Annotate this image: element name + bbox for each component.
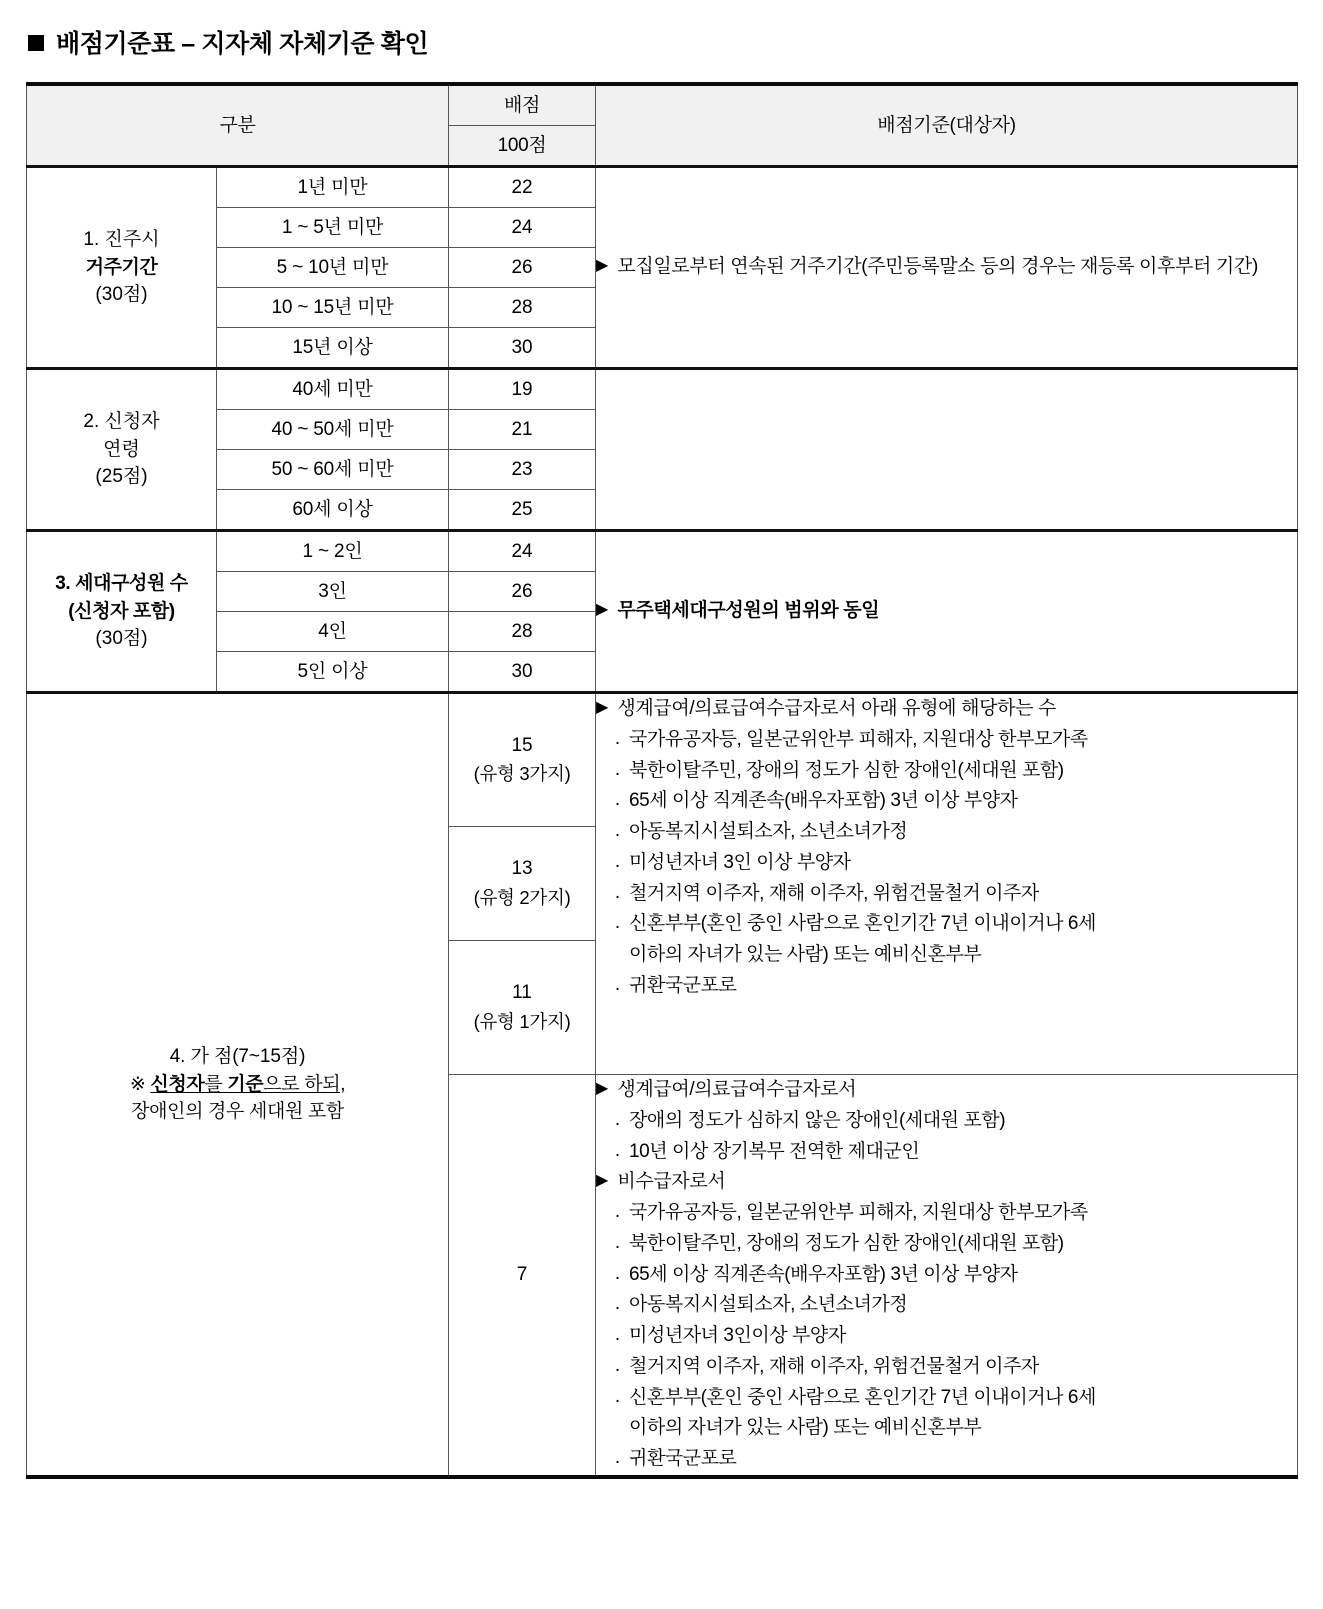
criteria-line [596,252,1297,283]
criteria-item-line-2: 이하의 자녀가 있는 사람) 또는 예비신혼부부 [629,944,982,966]
criteria-item [596,1290,1297,1321]
item-score: 19 [449,369,596,410]
dot-bullet-icon: . [614,973,621,995]
item-score: 24 [449,531,596,572]
group-line-1: 1. 진주시 [83,229,160,251]
criteria-item [596,1260,1297,1291]
bonus-score-value: 7 [516,1264,528,1286]
dot-bullet-icon: . [614,1262,621,1284]
group-line-1: 2. 신청자 [83,411,160,433]
criteria-item-text: 북한이탈주민, 장애의 정도가 심한 장애인(세대원 포함) [629,759,1064,781]
dot-bullet-icon: . [614,1447,621,1469]
dot-bullet-icon: . [614,820,621,842]
dot-bullet-icon: . [614,727,621,749]
dot-bullet-icon: . [614,1201,621,1223]
criteria-item [596,1106,1297,1137]
criteria-item-text: 65세 이상 직계존속(배우자포함) 3년 이상 부양자 [629,790,1018,812]
bonus-note-prefix: ※ [129,1073,151,1095]
dot-bullet-icon: . [614,1324,621,1346]
group-line-1: 3. 세대구성원 수 [55,573,188,595]
item-label: 10 ~ 15년 미만 [217,288,449,328]
dot-bullet-icon: . [614,1139,621,1161]
criteria-heading-text: 비수급자로서 [617,1171,726,1193]
item-score: 26 [449,572,596,612]
bonus-score-subtext: (유형 2가지) [473,886,571,908]
item-score: 24 [449,208,596,248]
criteria-item-text: 10년 이상 장기복무 전역한 제대군인 [629,1140,920,1162]
bonus-score-subtext: (유형 1가지) [473,1010,571,1032]
criteria-item [596,971,1297,1002]
bonus-note-mid: 를 [204,1073,228,1095]
header-criteria: 배점기준(대상자) [596,84,1298,167]
criteria-item [596,879,1297,910]
bonus-group-line-3: 장애인의 경우 세대원 포함 [131,1101,344,1123]
criteria-heading [596,694,1297,725]
item-score: 21 [449,410,596,450]
item-label: 1 ~ 5년 미만 [217,208,449,248]
dot-bullet-icon: . [614,789,621,811]
criteria-item-text: 철거지역 이주자, 재해 이주자, 위험건물철거 이주자 [629,1355,1039,1377]
bonus-score-value: 15 [511,734,533,756]
group-cell-residence [27,167,217,369]
group-cell-household [27,531,217,693]
group-line-2: 거주기간 [85,256,158,278]
criteria-item-text: 북한이탈주민, 장애의 정도가 심한 장애인(세대원 포함) [629,1232,1064,1254]
criteria-item-text: 미성년자녀 3인 이상 부양자 [629,851,851,873]
bonus-score-subtext: (유형 3가지) [473,763,571,785]
bonus-score-13 [449,827,596,941]
criteria-cell-residence [596,167,1298,369]
item-score: 26 [449,248,596,288]
criteria-item [596,1321,1297,1352]
bonus-note-suffix: 으로 하되, [263,1073,346,1095]
criteria-item-text: 귀환국군포로 [629,1448,737,1470]
criteria-item [596,1383,1297,1445]
criteria-heading-text: 생계급여/의료급여수급자로서 아래 유형에 해당하는 수 [617,698,1057,719]
criteria-cell-bonus-lower [596,1075,1298,1477]
criteria-item-text: 국가유공자등, 일본군위안부 피해자, 지원대상 한부모가족 [629,1202,1088,1224]
criteria-cell-household [596,531,1298,693]
criteria-item-text: 장애의 정도가 심하지 않은 장애인(세대원 포함) [629,1109,1006,1131]
criteria-item [596,725,1297,756]
group-cell-age [27,369,217,531]
item-label: 5인 이상 [217,652,449,693]
criteria-text: 무주택세대구성원의 범위와 동일 [617,600,880,622]
criteria-item-text: 아동복지시설퇴소자, 소년소녀가정 [629,821,908,843]
triangle-bullet-icon: ▶ [596,1172,609,1190]
bonus-group-line-1: 4. 가 점(7~15점) [169,1046,306,1068]
criteria-item-text [629,1383,1096,1445]
criteria-item [596,817,1297,848]
bonus-score-value: 13 [511,858,533,880]
item-label: 5 ~ 10년 미만 [217,248,449,288]
table-row [27,369,1298,410]
criteria-text: 모집일로부터 연속된 거주기간(주민등록말소 등의 경우는 재등록 이후부터 기간) [617,256,1258,278]
item-label: 4인 [217,612,449,652]
table-row [27,167,1298,208]
dot-bullet-icon: . [614,758,621,780]
table-body [27,167,1298,1477]
item-score: 23 [449,450,596,490]
item-score: 30 [449,652,596,693]
scoring-criteria-table [26,82,1298,1479]
filled-square-icon [28,35,44,51]
criteria-cell-bonus-upper [596,693,1298,1075]
item-score: 25 [449,490,596,531]
criteria-heading-text: 생계급여/의료급여수급자로서 [617,1079,857,1100]
bonus-score-11 [449,941,596,1075]
dot-bullet-icon: . [614,912,621,934]
header-baejeom: 배점 [449,84,596,126]
item-score: 28 [449,612,596,652]
criteria-item-text [629,909,1096,971]
criteria-cell-age [596,369,1298,531]
criteria-item [596,1198,1297,1229]
dot-bullet-icon: . [614,850,621,872]
dot-bullet-icon: . [614,1293,621,1315]
item-label: 15년 이상 [217,328,449,369]
criteria-item [596,909,1297,971]
bonus-score-15 [449,693,596,827]
table-row [27,531,1298,572]
criteria-item [596,786,1297,817]
criteria-item [596,1137,1297,1168]
bonus-note-emph-2: 기준 [227,1073,264,1095]
criteria-item-line-1: 신혼부부(혼인 중인 사람으로 혼인기간 7년 이내이거나 6세 [629,1386,1096,1408]
triangle-bullet-icon: ▶ [596,257,609,275]
item-label: 3인 [217,572,449,612]
criteria-item-text: 귀환국군포로 [629,974,737,996]
dot-bullet-icon: . [614,1385,621,1407]
header-baejeom-total: 100점 [449,126,596,167]
group-line-2: (신청자 포함) [68,600,175,622]
item-label: 40세 미만 [217,369,449,410]
dot-bullet-icon: . [614,1354,621,1376]
criteria-item [596,1229,1297,1260]
criteria-item-line-2: 이하의 자녀가 있는 사람) 또는 예비신혼부부 [629,1417,982,1439]
criteria-item-line-1: 신혼부부(혼인 중인 사람으로 혼인기간 7년 이내이거나 6세 [629,913,1096,935]
criteria-item-text: 미성년자녀 3인이상 부양자 [629,1325,846,1347]
bonus-group-line-2 [27,1071,448,1099]
criteria-item [596,1352,1297,1383]
bonus-score-7 [449,1075,596,1477]
item-score: 30 [449,328,596,369]
criteria-item-text: 철거지역 이주자, 재해 이주자, 위험건물철거 이주자 [629,882,1039,904]
criteria-item [596,1444,1297,1475]
bonus-score-value: 11 [512,982,532,1004]
criteria-heading [596,1167,1297,1198]
bonus-note-emph-1: 신청자 [150,1073,205,1095]
triangle-bullet-icon: ▶ [596,1080,609,1097]
triangle-bullet-icon: ▶ [596,601,609,619]
page-title [28,24,1297,60]
page-title-text: 배점기준표 – 지자체 자체기준 확인 [56,30,429,58]
item-label: 1년 미만 [217,167,449,208]
dot-bullet-icon: . [614,1231,621,1253]
criteria-item-text: 국가유공자등, 일본군위안부 피해자, 지원대상 한부모가족 [629,728,1088,750]
item-score: 28 [449,288,596,328]
item-label: 1 ~ 2인 [217,531,449,572]
table-row [27,693,1298,827]
item-score: 22 [449,167,596,208]
criteria-item-text: 아동복지시설퇴소자, 소년소녀가정 [629,1294,908,1316]
item-label: 40 ~ 50세 미만 [217,410,449,450]
header-gubun: 구분 [27,84,449,167]
group-cell-bonus [27,693,449,1477]
criteria-line [596,596,1297,627]
triangle-bullet-icon: ▶ [596,699,609,716]
criteria-item-text: 65세 이상 직계존속(배우자포함) 3년 이상 부양자 [629,1263,1018,1285]
criteria-heading [596,1075,1297,1106]
item-label: 60세 이상 [217,490,449,531]
criteria-item [596,756,1297,787]
group-line-2: 연령 [103,438,140,460]
criteria-item [596,848,1297,879]
group-line-3: (30점) [95,628,148,650]
item-label: 50 ~ 60세 미만 [217,450,449,490]
table-header [27,84,1298,167]
group-line-3: (25점) [95,466,148,488]
dot-bullet-icon: . [614,881,621,903]
group-line-3: (30점) [95,284,148,306]
dot-bullet-icon: . [614,1108,621,1130]
